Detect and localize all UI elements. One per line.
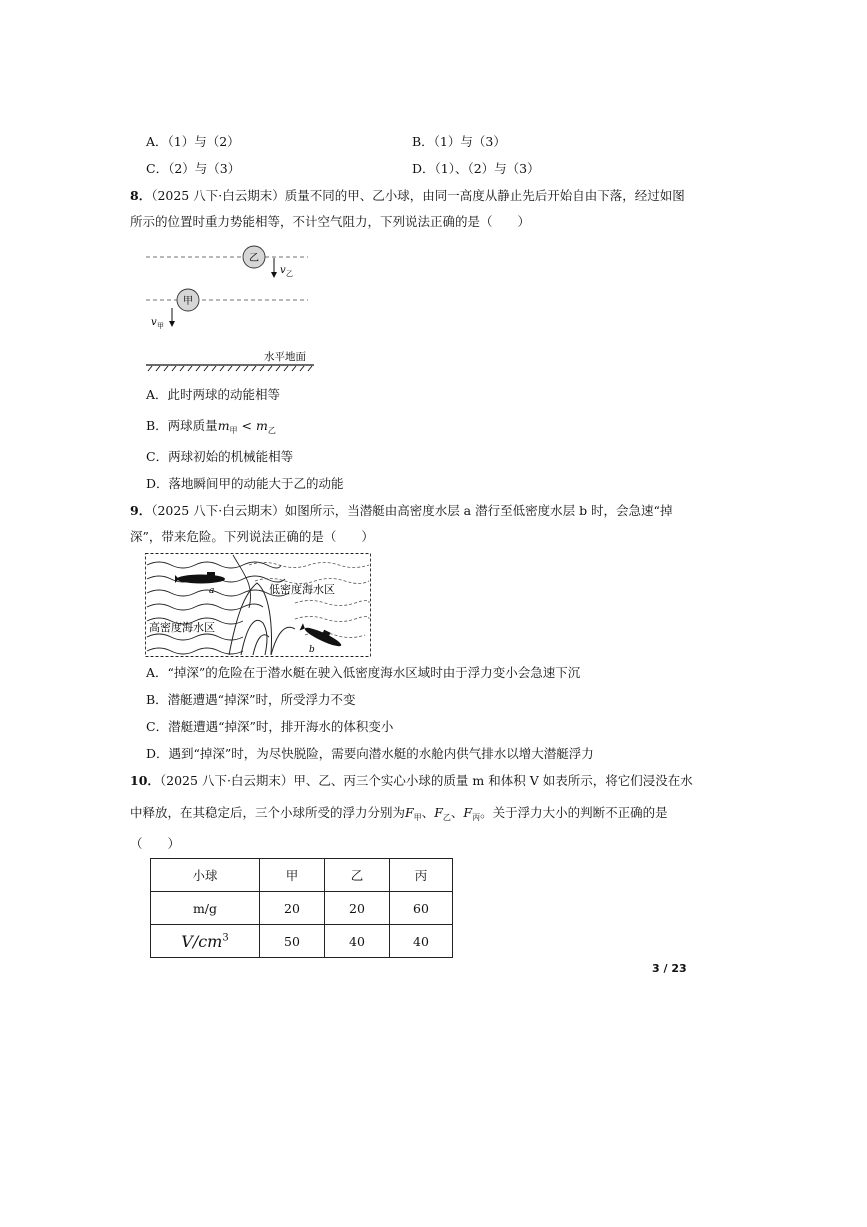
table-header-cell: 小球 <box>151 859 260 892</box>
table-cell: 40 <box>390 925 453 958</box>
table-cell: 40 <box>325 925 390 958</box>
q8-option-b <box>146 418 276 439</box>
q7-option-b: B．（1）与（3） <box>412 134 506 149</box>
q7-option-a: A．（1）与（2） <box>146 134 240 149</box>
q10-data-table <box>150 858 453 958</box>
table-row <box>151 892 453 925</box>
m-yi-subscript: 乙 <box>267 426 276 435</box>
f-jia-symbol: F <box>405 805 414 820</box>
q8-option-b-text: B．两球质量 <box>146 418 218 433</box>
q8-text-1: （2025 八下·白云期末）质量不同的甲、乙小球，由同一高度从静止先后开始自由下落，经过如图 <box>151 188 685 203</box>
q8-stem-line2: 所示的位置时重力势能相等，不计空气阻力，下列说法正确的是（ ） <box>130 214 531 229</box>
f-bing-symbol: F <box>463 805 473 820</box>
volume-unit-label: V/cm <box>181 931 223 951</box>
q10-stem-line1 <box>130 773 693 789</box>
q8-figure <box>140 238 320 373</box>
table-cell: 20 <box>260 892 325 925</box>
v-yi-subscript: 乙 <box>286 270 293 278</box>
m-jia-symbol: m <box>217 418 230 433</box>
q10-text-2: 中释放，在其稳定后，三个小球所受的浮力分别为 <box>130 805 406 820</box>
less-than-sign: < <box>237 418 256 433</box>
q9-option-c: C．潜艇遭遇“掉深”时，排开海水的体积变小 <box>146 719 394 734</box>
table-cell: 50 <box>260 925 325 958</box>
ground-label: 水平地面 <box>264 351 306 363</box>
q8-option-a: A．此时两球的动能相等 <box>146 387 281 402</box>
m-yi-symbol: m <box>255 418 268 433</box>
f-yi-subscript: 乙 <box>442 813 451 822</box>
q8-option-c: C．两球初始的机械能相等 <box>146 449 294 464</box>
q9-option-d: D．遇到“掉深”时，为尽快脱险，需要向潜水艇的水舱内供气排水以增大潜艇浮力 <box>146 746 594 761</box>
m-jia-subscript: 甲 <box>229 426 238 435</box>
f-bing-subscript: 丙 <box>472 813 481 822</box>
q8-stem-line1 <box>130 188 685 204</box>
q10-stem-line2 <box>130 805 668 826</box>
label-b: b <box>309 645 315 655</box>
q8-number: 8． <box>130 188 152 203</box>
ground-hatch <box>148 366 312 371</box>
separator: 、 <box>421 805 435 820</box>
low-density-label: 低密度海水区 <box>269 583 335 596</box>
page-number: 3 / 23 <box>652 962 687 975</box>
q7-option-c: C．（2）与（3） <box>146 161 241 176</box>
table-cell <box>151 925 260 958</box>
q10-text-1: （2025 八下·白云期末）甲、乙、丙三个实心小球的质量 m 和体积 V 如表所示，将它们浸没在水 <box>159 773 693 788</box>
v-jia-label: v <box>151 317 157 328</box>
ball-yi-label: 乙 <box>249 253 259 264</box>
f-jia-subscript: 甲 <box>413 813 422 822</box>
q9-text-1: （2025 八下·白云期末）如图所示，当潜艇由高密度水层 a 潜行至低密度水层 b 时，会急速“掉 <box>151 503 673 518</box>
label-a: a <box>209 586 215 596</box>
table-row <box>151 925 453 958</box>
separator: 、 <box>450 805 464 820</box>
ball-jia-label: 甲 <box>183 296 193 307</box>
table-cell: 60 <box>390 892 453 925</box>
q10-text-3: 。关于浮力大小的判断不正确的是 <box>480 805 668 820</box>
table-header-cell: 甲 <box>260 859 325 892</box>
q7-option-d: D．（1）、（2）与（3） <box>412 161 540 176</box>
table-header-cell: 丙 <box>390 859 453 892</box>
q10-stem-line3: （ ） <box>130 836 181 851</box>
q9-stem-line1 <box>130 503 672 519</box>
q9-option-b: B．潜艇遭遇“掉深”时，所受浮力不变 <box>146 692 356 707</box>
table-header-cell: 乙 <box>325 859 390 892</box>
q9-figure <box>145 553 371 657</box>
volume-unit-exponent: 3 <box>222 932 229 944</box>
high-density-label: 高密度海水区 <box>149 621 215 634</box>
q9-number: 9． <box>130 503 152 518</box>
v-yi-label: v <box>280 265 286 276</box>
f-yi-symbol: F <box>434 805 443 820</box>
table-cell: 20 <box>325 892 390 925</box>
q10-number: 10． <box>130 773 160 788</box>
q9-stem-line2: 深”，带来危险。下列说法正确的是（ ） <box>130 529 374 544</box>
table-header-row <box>151 859 453 892</box>
v-jia-subscript: 甲 <box>157 322 164 330</box>
q8-option-d: D．落地瞬间甲的动能大于乙的动能 <box>146 476 344 491</box>
q9-option-a: A．“掉深”的危险在于潜水艇在驶入低密度海水区域时由于浮力变小会急速下沉 <box>146 665 581 680</box>
table-cell: m/g <box>151 892 260 925</box>
